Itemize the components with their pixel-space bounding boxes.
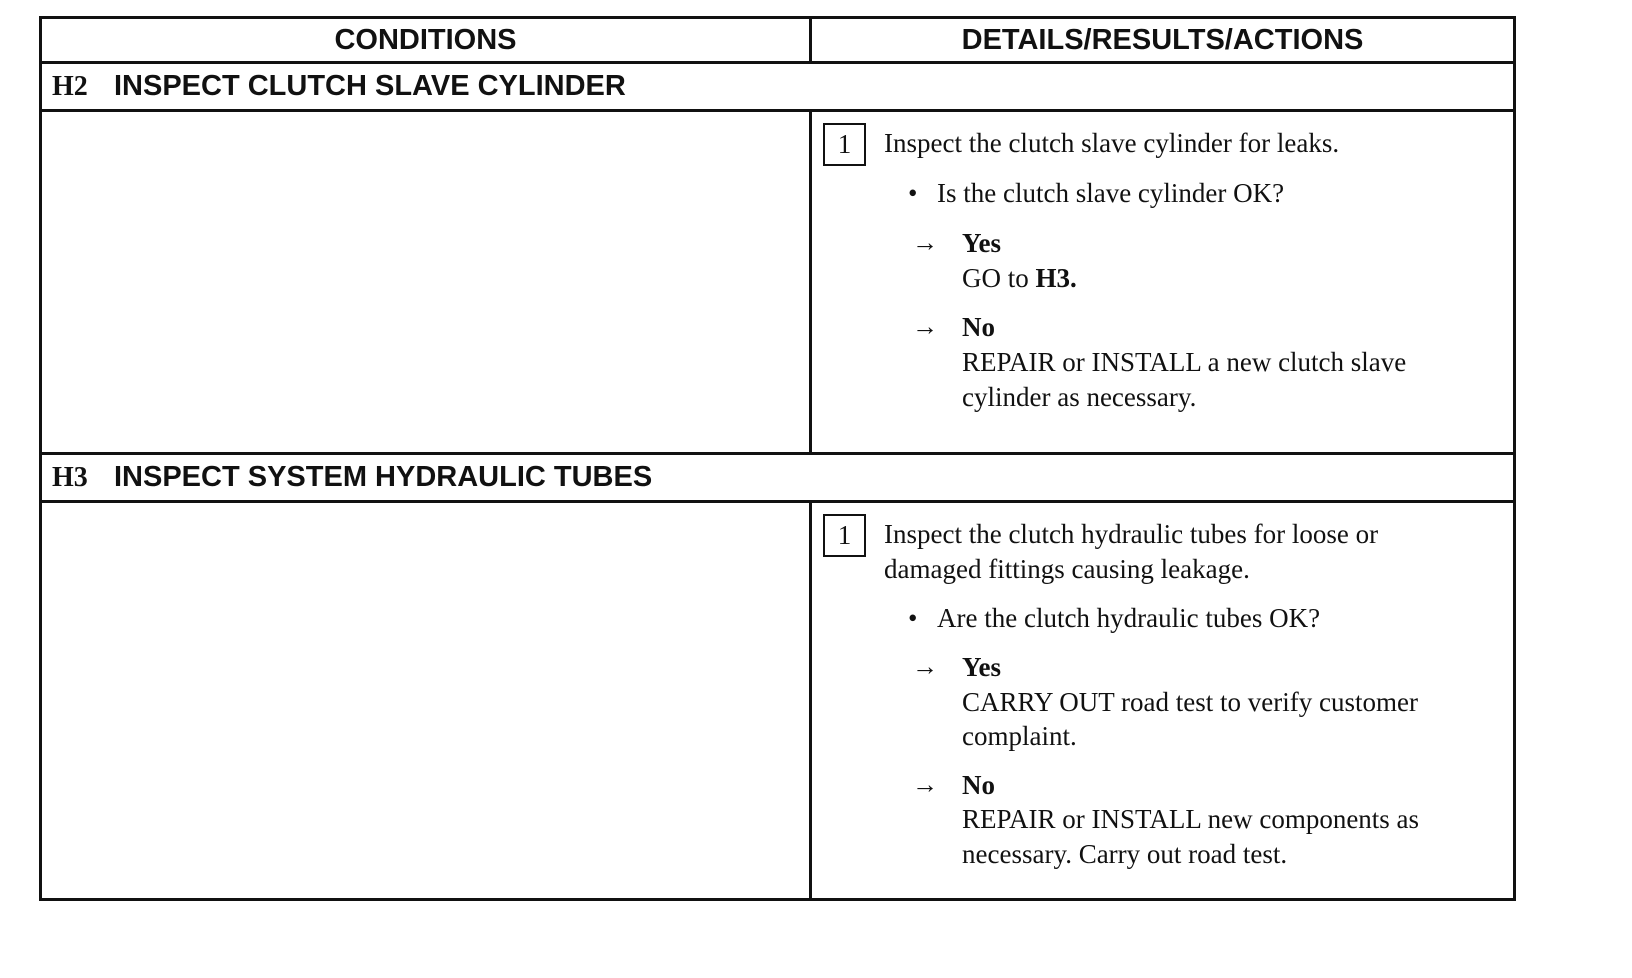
yes-label: Yes (962, 228, 1001, 258)
section-title: INSPECT SYSTEM HYDRAULIC TUBES (114, 461, 653, 493)
no-label: No (962, 770, 995, 800)
step-text-line: damaged fittings causing leakage. (884, 554, 1250, 584)
conditions-column-header: CONDITIONS (42, 19, 812, 64)
bullet-icon: • (908, 603, 918, 633)
step-text-line: Inspect the clutch slave cylinder for leaks. (884, 128, 1340, 158)
no-action-line: necessary. Carry out road test. (962, 839, 1288, 869)
no-action-line: cylinder as necessary. (962, 382, 1197, 412)
step-number-box: 1 (823, 514, 866, 557)
section-h3-body (42, 503, 1513, 898)
conditions-cell (42, 503, 812, 898)
arrow-right-icon: → (912, 652, 938, 681)
arrow-right-icon: → (912, 312, 938, 341)
section-code: H3 (52, 461, 88, 493)
yes-label: Yes (962, 652, 1001, 682)
conditions-cell (42, 112, 812, 452)
section-code: H2 (52, 70, 88, 102)
diagnostic-table (39, 16, 1516, 901)
details-column-header: DETAILS/RESULTS/ACTIONS (812, 19, 1513, 64)
section-title: INSPECT CLUTCH SLAVE CYLINDER (114, 70, 626, 102)
bullet-icon: • (908, 178, 918, 208)
question-text: Are the clutch hydraulic tubes OK? (937, 603, 1321, 633)
details-cell (812, 112, 1513, 452)
no-action-line: REPAIR or INSTALL new components as (962, 804, 1420, 834)
yes-action-line: complaint. (962, 721, 1077, 751)
step-text-line: Inspect the clutch hydraulic tubes for loose or (884, 519, 1379, 549)
details-cell (812, 503, 1513, 898)
step-number-box: 1 (823, 123, 866, 166)
yes-action: GO to H3. (962, 263, 1077, 293)
section-h3-title-row (42, 452, 1513, 503)
question-item (908, 175, 1284, 211)
yes-action-line: CARRY OUT road test to verify customer (962, 687, 1418, 717)
question-item (908, 600, 1320, 636)
no-label: No (962, 312, 995, 342)
section-h2-title-row (42, 64, 1513, 112)
no-action-line: REPAIR or INSTALL a new clutch slave (962, 347, 1407, 377)
section-h2-body (42, 112, 1513, 452)
arrow-right-icon: → (912, 770, 938, 799)
arrow-right-icon: → (912, 228, 938, 257)
question-text: Is the clutch slave cylinder OK? (937, 178, 1285, 208)
